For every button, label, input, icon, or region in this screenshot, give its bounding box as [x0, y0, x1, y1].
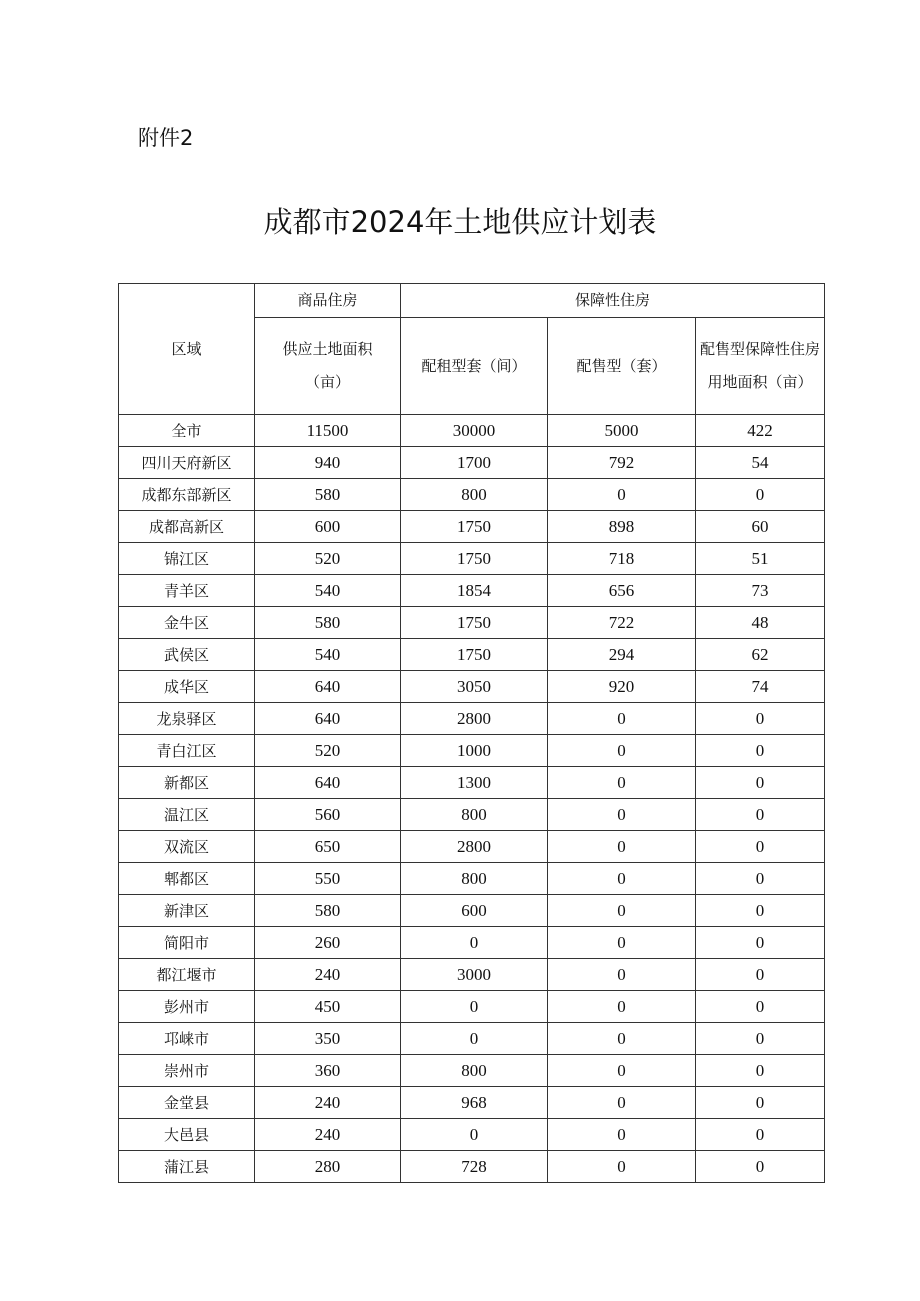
header-group-affordable: 保障性住房 [401, 284, 825, 318]
cell-sale-units: 0 [548, 831, 696, 863]
table-row [119, 991, 825, 1023]
cell-rental-units: 728 [401, 1151, 548, 1183]
cell-region: 四川天府新区 [119, 447, 255, 479]
cell-land-area: 650 [255, 831, 401, 863]
cell-rental-units: 600 [401, 895, 548, 927]
cell-sale-units: 0 [548, 1087, 696, 1119]
table-row [119, 799, 825, 831]
cell-rental-units: 2800 [401, 703, 548, 735]
table-row [119, 1087, 825, 1119]
cell-rental-units: 1854 [401, 575, 548, 607]
cell-sale-units: 0 [548, 799, 696, 831]
cell-land-area: 520 [255, 735, 401, 767]
cell-sale-land-area: 0 [696, 1087, 825, 1119]
cell-rental-units: 0 [401, 927, 548, 959]
cell-sale-units: 0 [548, 479, 696, 511]
table-row [119, 479, 825, 511]
cell-region: 大邑县 [119, 1119, 255, 1151]
cell-sale-units: 0 [548, 991, 696, 1023]
cell-sale-units: 656 [548, 575, 696, 607]
cell-region: 成都东部新区 [119, 479, 255, 511]
cell-land-area: 11500 [255, 415, 401, 447]
table-row [119, 1119, 825, 1151]
cell-sale-land-area: 51 [696, 543, 825, 575]
cell-land-area: 640 [255, 767, 401, 799]
cell-rental-units: 800 [401, 863, 548, 895]
table-row [119, 1151, 825, 1183]
cell-sale-units: 0 [548, 735, 696, 767]
cell-land-area: 580 [255, 895, 401, 927]
table-row [119, 735, 825, 767]
cell-region: 郫都区 [119, 863, 255, 895]
cell-land-area: 350 [255, 1023, 401, 1055]
cell-land-area: 560 [255, 799, 401, 831]
table-row [119, 863, 825, 895]
header-land-area: 供应土地面积（亩） [255, 318, 401, 415]
header-sale-land-area: 配售型保障性住房用地面积（亩） [696, 318, 825, 415]
cell-region: 武侯区 [119, 639, 255, 671]
attachment-label: 附件2 [138, 126, 194, 150]
cell-region: 青白江区 [119, 735, 255, 767]
page-title: 成都市2024年土地供应计划表 [263, 205, 657, 239]
table-row [119, 575, 825, 607]
cell-sale-land-area: 54 [696, 447, 825, 479]
cell-rental-units: 0 [401, 991, 548, 1023]
cell-sale-land-area: 0 [696, 863, 825, 895]
cell-rental-units: 0 [401, 1023, 548, 1055]
cell-rental-units: 2800 [401, 831, 548, 863]
cell-land-area: 540 [255, 575, 401, 607]
cell-region: 全市 [119, 415, 255, 447]
cell-sale-units: 0 [548, 927, 696, 959]
table-row [119, 447, 825, 479]
table-row [119, 767, 825, 799]
cell-region: 新津区 [119, 895, 255, 927]
table-row [119, 831, 825, 863]
cell-sale-units: 0 [548, 767, 696, 799]
cell-sale-units: 294 [548, 639, 696, 671]
cell-sale-land-area: 0 [696, 1023, 825, 1055]
cell-sale-land-area: 0 [696, 703, 825, 735]
cell-region: 新都区 [119, 767, 255, 799]
cell-sale-units: 0 [548, 703, 696, 735]
cell-land-area: 640 [255, 703, 401, 735]
table-row [119, 639, 825, 671]
cell-region: 成华区 [119, 671, 255, 703]
cell-land-area: 450 [255, 991, 401, 1023]
cell-region: 温江区 [119, 799, 255, 831]
cell-sale-land-area: 0 [696, 735, 825, 767]
cell-sale-units: 792 [548, 447, 696, 479]
cell-sale-units: 0 [548, 1119, 696, 1151]
cell-land-area: 940 [255, 447, 401, 479]
cell-sale-land-area: 0 [696, 927, 825, 959]
cell-rental-units: 1750 [401, 607, 548, 639]
cell-land-area: 260 [255, 927, 401, 959]
cell-land-area: 240 [255, 1119, 401, 1151]
cell-sale-land-area: 74 [696, 671, 825, 703]
table-row [119, 1055, 825, 1087]
table-row [119, 959, 825, 991]
cell-rental-units: 0 [401, 1119, 548, 1151]
cell-sale-land-area: 60 [696, 511, 825, 543]
cell-region: 金牛区 [119, 607, 255, 639]
cell-land-area: 280 [255, 1151, 401, 1183]
table-row [119, 671, 825, 703]
cell-sale-land-area: 0 [696, 1055, 825, 1087]
cell-rental-units: 3050 [401, 671, 548, 703]
cell-region: 蒲江县 [119, 1151, 255, 1183]
cell-sale-land-area: 0 [696, 799, 825, 831]
cell-sale-land-area: 0 [696, 959, 825, 991]
cell-land-area: 240 [255, 1087, 401, 1119]
cell-sale-land-area: 422 [696, 415, 825, 447]
cell-region: 彭州市 [119, 991, 255, 1023]
cell-rental-units: 800 [401, 479, 548, 511]
cell-region: 崇州市 [119, 1055, 255, 1087]
cell-sale-units: 718 [548, 543, 696, 575]
cell-sale-land-area: 0 [696, 831, 825, 863]
cell-sale-land-area: 73 [696, 575, 825, 607]
cell-sale-units: 920 [548, 671, 696, 703]
cell-rental-units: 1000 [401, 735, 548, 767]
cell-region: 青羊区 [119, 575, 255, 607]
cell-sale-land-area: 0 [696, 479, 825, 511]
cell-land-area: 640 [255, 671, 401, 703]
cell-sale-units: 0 [548, 895, 696, 927]
cell-sale-units: 0 [548, 863, 696, 895]
cell-sale-land-area: 0 [696, 767, 825, 799]
table-row [119, 543, 825, 575]
header-rental-units: 配租型套（间） [401, 318, 548, 415]
cell-region: 简阳市 [119, 927, 255, 959]
cell-region: 成都高新区 [119, 511, 255, 543]
cell-rental-units: 1750 [401, 543, 548, 575]
table-row [119, 607, 825, 639]
cell-region: 龙泉驿区 [119, 703, 255, 735]
cell-sale-land-area: 0 [696, 1119, 825, 1151]
cell-rental-units: 968 [401, 1087, 548, 1119]
header-group-commercial: 商品住房 [255, 284, 401, 318]
cell-land-area: 240 [255, 959, 401, 991]
cell-sale-units: 722 [548, 607, 696, 639]
cell-rental-units: 800 [401, 799, 548, 831]
cell-rental-units: 1300 [401, 767, 548, 799]
cell-sale-land-area: 0 [696, 991, 825, 1023]
cell-rental-units: 30000 [401, 415, 548, 447]
table-header [119, 284, 825, 415]
header-sale-units: 配售型（套） [548, 318, 696, 415]
cell-land-area: 520 [255, 543, 401, 575]
cell-sale-units: 0 [548, 959, 696, 991]
table-body [119, 415, 825, 1183]
table-row [119, 927, 825, 959]
cell-land-area: 600 [255, 511, 401, 543]
cell-land-area: 580 [255, 479, 401, 511]
table-row [119, 895, 825, 927]
cell-region: 锦江区 [119, 543, 255, 575]
cell-land-area: 360 [255, 1055, 401, 1087]
table-row [119, 415, 825, 447]
cell-region: 金堂县 [119, 1087, 255, 1119]
cell-region: 都江堰市 [119, 959, 255, 991]
cell-sale-units: 0 [548, 1023, 696, 1055]
cell-sale-land-area: 0 [696, 895, 825, 927]
table-row [119, 511, 825, 543]
cell-rental-units: 1750 [401, 639, 548, 671]
cell-sale-units: 898 [548, 511, 696, 543]
cell-sale-land-area: 0 [696, 1151, 825, 1183]
cell-rental-units: 800 [401, 1055, 548, 1087]
cell-region: 双流区 [119, 831, 255, 863]
cell-rental-units: 3000 [401, 959, 548, 991]
land-supply-table [118, 283, 825, 1183]
cell-sale-units: 5000 [548, 415, 696, 447]
cell-land-area: 540 [255, 639, 401, 671]
cell-sale-units: 0 [548, 1151, 696, 1183]
cell-sale-units: 0 [548, 1055, 696, 1087]
cell-sale-land-area: 48 [696, 607, 825, 639]
cell-sale-land-area: 62 [696, 639, 825, 671]
header-region: 区域 [119, 284, 255, 415]
cell-rental-units: 1700 [401, 447, 548, 479]
table-row [119, 703, 825, 735]
table-row [119, 1023, 825, 1055]
cell-land-area: 550 [255, 863, 401, 895]
cell-region: 邛崃市 [119, 1023, 255, 1055]
cell-rental-units: 1750 [401, 511, 548, 543]
cell-land-area: 580 [255, 607, 401, 639]
